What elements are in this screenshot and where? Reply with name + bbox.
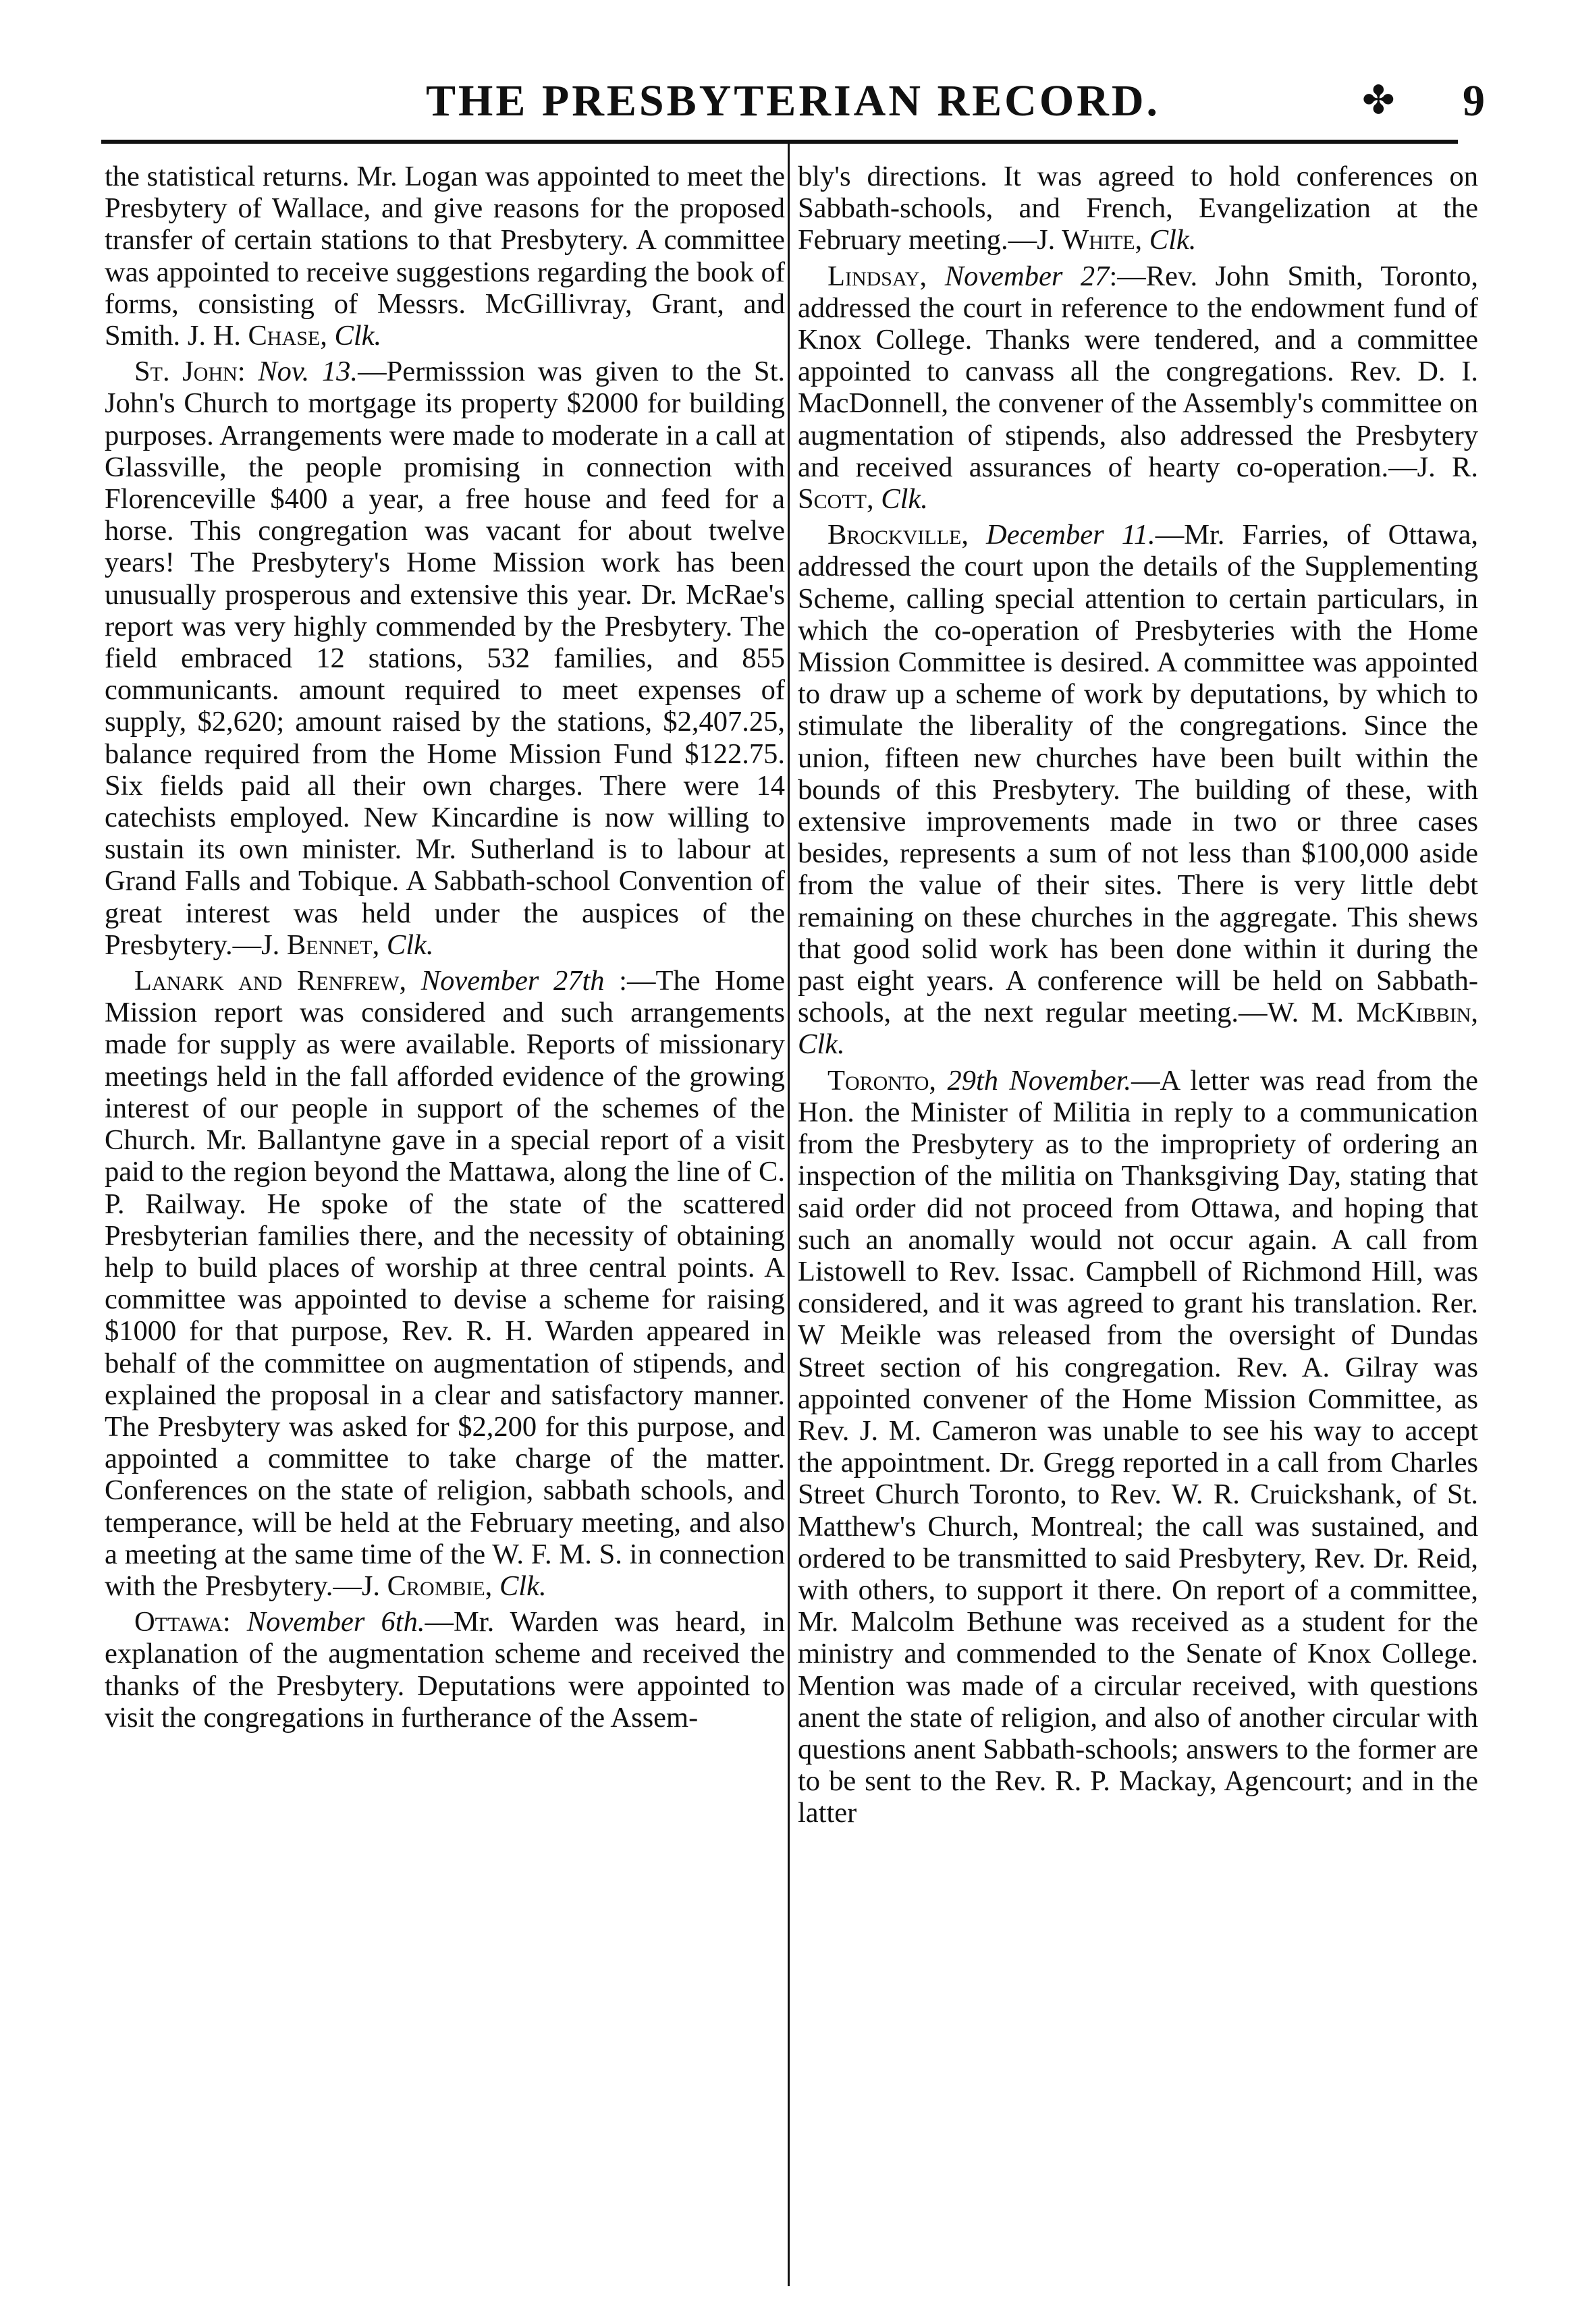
clerk-abbrev: Clk. — [386, 929, 434, 961]
report-paragraph — [798, 1065, 1478, 1829]
report-paragraph — [105, 356, 785, 961]
presbytery-heading: Lindsay, — [827, 260, 927, 292]
journal-title: THE PRESBYTERIAN RECORD. — [426, 76, 1160, 126]
clerk-abbrev: Clk. — [499, 1570, 547, 1602]
report-date: November 27th — [420, 965, 605, 997]
page-number: 9 — [1463, 76, 1485, 126]
column-divider — [788, 144, 790, 2286]
clerk-signature: J. Bennet, — [261, 929, 380, 961]
presbytery-heading: Brockville, — [827, 519, 969, 551]
report-paragraph — [798, 260, 1478, 516]
presbytery-heading: Ottawa: — [134, 1606, 231, 1638]
left-column — [105, 161, 785, 2286]
report-paragraph — [105, 161, 785, 352]
report-text: —Mr. Warden was heard, in explanation of the augmentation scheme and received the thanks of the Presbytery. Deputations were appointed to visit the congregations in furtherance of the Assem- — [105, 1606, 785, 1734]
report-paragraph — [798, 519, 1478, 1060]
report-text: :—Rev. John Smith, Toronto, addressed the court in reference to the endowment fund of Knox College. Thanks were tendered, and a committee appointed to canvass all the congregations. Rev. D. I. MacDonnell, the convener of the Assembly's committee on augmentation of stipends, also addressed the Presbytery and received assurances of hearty co-operation.— — [798, 260, 1478, 483]
clerk-signature: W. M. McKibbin, — [1267, 997, 1478, 1029]
presbytery-heading: St. John: — [134, 356, 246, 388]
report-text: —Permisssion was given to the St. John's Church to mortgage its property $2000 for building purposes. Arrangements were made to moderate in a call at Glassville, the people promising in connection with Florenceville $400 a year, a free house and feed for a horse. This congregation was vacant for about twelve years! The Presbytery's Home Mission work has been unusually prosperous and extensive this year. Dr. McRae's report was very highly commended by the Presbytery. The field embraced 12 stations, 532 families, and 855 communicants. amount required to meet expenses of supply, $2,620; amount raised by the stations, $2,407.25, balance required from the Home Mission Fund $122.75. Six fields paid all their own charges. There were 14 catechists employed. New Kincardine is now willing to sustain its own minister. Mr. Sutherland is to labour at Grand Falls and Tobique. A Sabbath-school Convention of great interest was held under the auspices of the Presbytery.— — [105, 356, 785, 961]
right-column — [798, 161, 1478, 2286]
running-header — [101, 73, 1485, 147]
report-date: 29th November. — [947, 1064, 1132, 1097]
report-paragraph — [105, 965, 785, 1602]
report-date: November 27 — [944, 260, 1110, 292]
report-text: bly's directions. It was agreed to hold conferences on Sabbath-schools, and French, Evangelization at the February meeting.— — [798, 161, 1478, 256]
clerk-abbrev: Clk. — [1149, 224, 1197, 256]
report-paragraph — [105, 1606, 785, 1734]
report-text: :—The Home Mission report was considered and such arrangements made for supply as were available. Reports of missionary meetings held in the fall afforded evidence of the growing interest of our people in support of the schemes of the Church. Mr. Ballantyne gave in a special report of a visit paid to the region beyond the Mattawa, along the line of C. P. Railway. He spoke of the state of the scattered Presbyterian families there, and the necessity of obtaining help to build places of worship at three central points. A committee was appointed to devise a scheme for raising $1000 for that purpose, Rev. R. H. Warden appeared in behalf of the committee on augmentation of stipends, and explained the proposal in a clear and satisfactory manner. The Presbytery was asked for $2,200 for this purpose, and appointed a committee to take charge of the matter. Conferences on the state of religion, sabbath schools, and temperance, will be held at the February meeting, and also a meeting at the same time of the W. F. M. S. in connection with the Presbytery.— — [105, 965, 785, 1602]
report-date: Nov. 13. — [258, 356, 358, 388]
report-date: November 6th. — [246, 1606, 425, 1638]
ornament-icon: ✤ — [1362, 78, 1395, 122]
presbytery-heading: Lanark and Renfrew, — [134, 965, 407, 997]
clerk-signature: J. Crombie, — [361, 1570, 493, 1602]
report-date: December 11. — [986, 519, 1156, 551]
report-paragraph — [798, 161, 1478, 256]
report-text: —Mr. Farries, of Ottawa, addressed the court upon the details of the Supplementing Scheme, calling special attention to certain particulars, in which the co-operation of Presbyteries with the Home Mission Committee is desired. A committee was appointed to draw up a scheme of work by deputations, by which to stimulate the liberality of the congregations. Since the union, fifteen new churches have been built within the bounds of this Presbytery. The building of these, with extensive improvements made in two or three cases besides, represents a sum of not less than $100,000 aside from the value of their sites. There is very little debt remaining on these churches in the aggregate. This shews that good solid work has been done within it during the past eight years. A conference will be held on Sabbath-schools, at the next regular meeting.— — [798, 519, 1478, 1029]
clerk-signature: J. H. Chase, — [187, 320, 327, 352]
clerk-abbrev: Clk. — [334, 320, 382, 352]
clerk-abbrev: Clk. — [881, 483, 928, 516]
presbytery-heading: Toronto, — [827, 1064, 937, 1097]
clerk-abbrev: Clk. — [798, 1028, 845, 1061]
header-rule — [101, 140, 1458, 144]
report-text: the statistical returns. Mr. Logan was appointed to meet the Presbytery of Wallace, and give reasons for the proposed transfer of certain stations to that Presbytery. A committee was appointed to receive suggestions regarding the book of forms, consisting of Messrs. McGillivray, Grant, and Smith. — [105, 161, 785, 352]
clerk-signature: J. White, — [1037, 224, 1143, 256]
clerk-signature: J. R. Scott, — [798, 451, 1478, 516]
report-text: —A letter was read from the Hon. the Minister of Militia in reply to a communication from the Presbytery as to the impropriety of ordering an inspection of the militia on Thanksgiving Day, stating that said order did not proceed from Ottawa, and hoping that such an anomally would not occur again. A call from Listowell to Rev. Issac. Campbell of Richmond Hill, was considered, and it was agreed to grant his translation. Rer. W Meikle was released from the oversight of Dundas Street section of his congregation. Rev. A. Gilray was appointed convener of the Home Mission Committee, as Rev. J. M. Cameron was unable to see his way to accept the appointment. Dr. Gregg reported in a call from Charles Street Church Toronto, to Rev. W. R. Cruickshank, of St. Matthew's Church, Montreal; the call was sustained, and ordered to be transmitted to said Presbytery, Rev. Dr. Reid, with others, to support it there. On report of a committee, Mr. Malcolm Bethune was received as a student for the ministry and commended to the Senate of Knox College. Mention was made of a circular received, with questions anent the state of religion, and also of another circular with questions anent Sabbath-schools; answers to the former are to be sent to the Rev. R. P. Mackay, Agencourt; and in the latter — [798, 1064, 1478, 1829]
